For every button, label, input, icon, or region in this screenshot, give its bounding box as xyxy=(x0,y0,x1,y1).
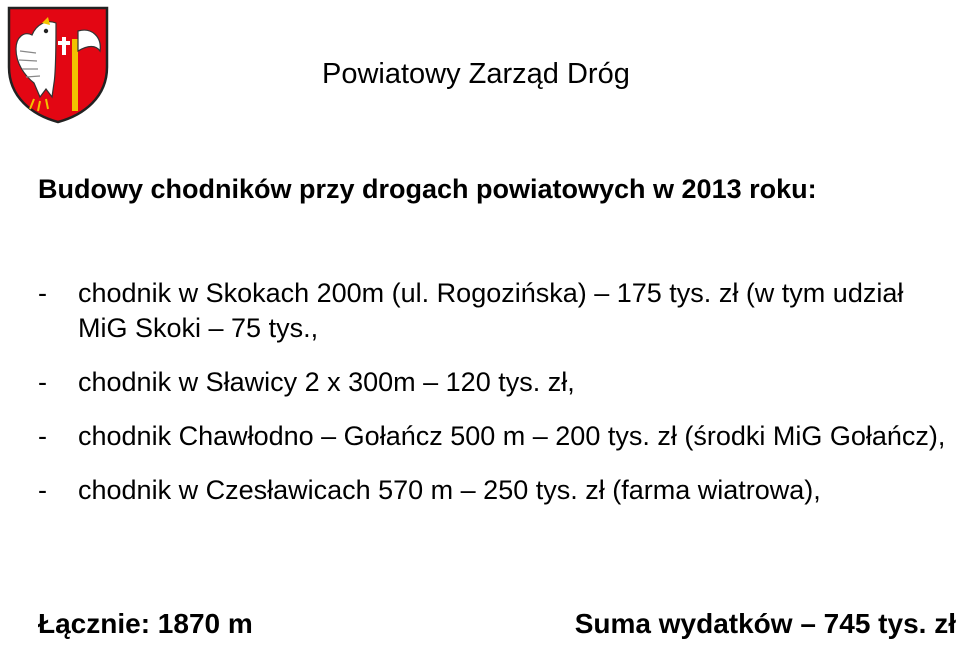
total-cost: Suma wydatków – 745 tys. zł xyxy=(574,608,956,639)
list-item-text: chodnik w Sławicy 2 x 300m – 120 tys. zł, xyxy=(78,367,575,397)
organization-name: Powiatowy Zarząd Dróg xyxy=(322,58,630,90)
list-bullet: - xyxy=(38,278,47,308)
list-item-text: chodnik w Czesławicach 570 m – 250 tys. zł (farma wiatrowa), xyxy=(78,475,821,505)
list-item xyxy=(38,276,956,346)
coat-of-arms-icon xyxy=(6,5,110,125)
list-bullet: - xyxy=(38,367,47,397)
list-item-text: chodnik w Skokach 200m (ul. Rogozińska) – 175 tys. zł (w tym udział MiG Skoki – 75 tys., xyxy=(78,278,904,343)
list-bullet: - xyxy=(38,475,47,505)
list-item xyxy=(38,365,956,400)
list-item xyxy=(38,473,956,508)
total-length: Łącznie: 1870 m xyxy=(38,608,253,639)
section-heading: Budowy chodników przy drogach powiatowych w 2013 roku: xyxy=(38,174,817,204)
list-item-text: chodnik Chawłodno – Gołańcz 500 m – 200 tys. zł (środki MiG Gołańcz), xyxy=(78,421,946,451)
list-item xyxy=(38,419,956,454)
investment-list xyxy=(38,276,956,527)
list-bullet: - xyxy=(38,421,47,451)
